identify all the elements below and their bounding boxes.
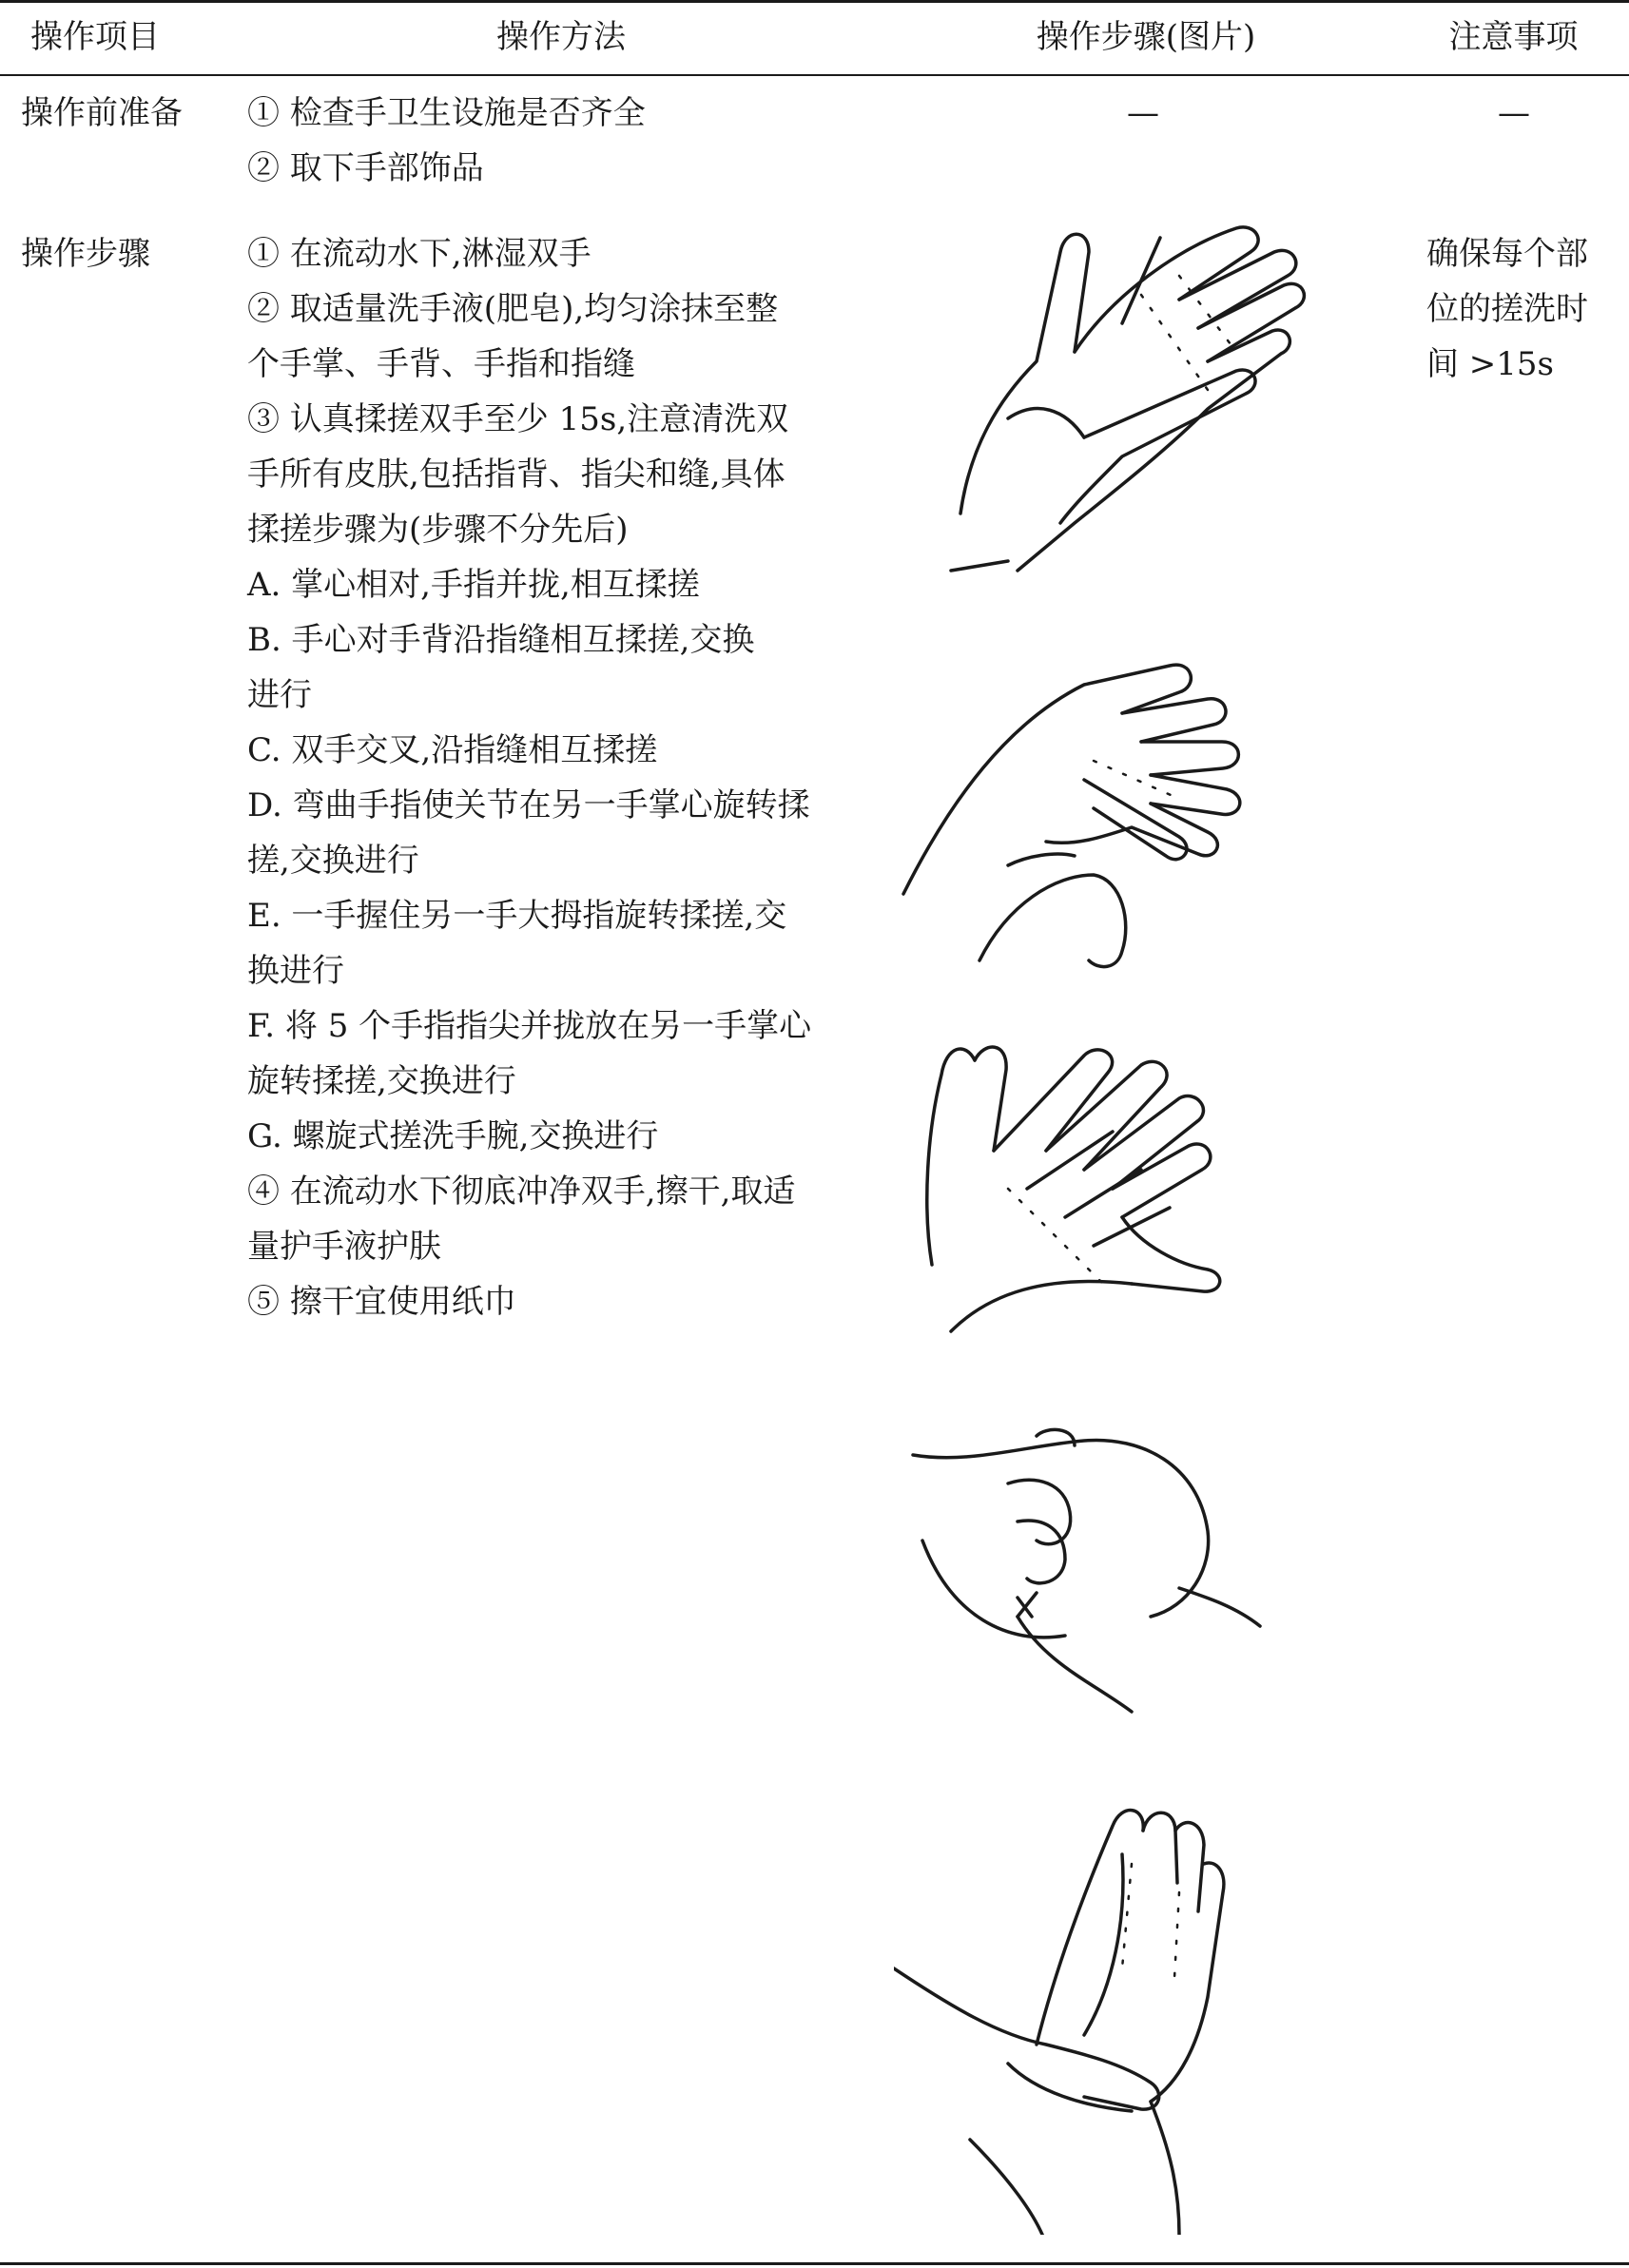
- method-line: ① 在流动水下,淋湿双手: [247, 235, 591, 273]
- method-line: 搓,交换进行: [247, 842, 419, 880]
- hand-figure-wrist: [894, 1811, 1224, 2235]
- header-operation-method: 操作方法: [496, 18, 626, 56]
- row-preparation-methods: [247, 86, 646, 196]
- method-line: C. 双手交叉,沿指缝相互揉搓: [247, 731, 658, 769]
- method-line: A. 掌心相对,手指并拢,相互揉搓: [247, 566, 700, 604]
- method-line: 换进行: [247, 952, 344, 990]
- method-line: D. 弯曲手指使关节在另一手掌心旋转揉: [247, 786, 810, 824]
- method-line: 量护手液护肤: [247, 1228, 441, 1266]
- method-line: 进行: [247, 676, 312, 714]
- method-line: 手所有皮肤,包括指背、指尖和缝,具体: [247, 456, 785, 494]
- method-line: ③ 认真揉搓双手至少 15s,注意清洗双: [247, 400, 789, 438]
- header-operation-item: 操作项目: [30, 18, 160, 56]
- method-line: B. 手心对手背沿指缝相互揉搓,交换: [247, 621, 755, 659]
- row-steps-note: [1426, 226, 1588, 392]
- method-line: ② 取适量洗手液(肥皂),均匀涂抹至整: [247, 290, 779, 328]
- method-line: 旋转揉搓,交换进行: [247, 1062, 516, 1100]
- method-line: ① 检查手卫生设施是否齐全: [247, 94, 646, 132]
- hand-figure-palm-over-back: [903, 665, 1240, 966]
- hand-figure-interlaced: [927, 1047, 1220, 1331]
- note-line: 确保每个部: [1426, 235, 1588, 273]
- handwashing-illustrations: [894, 209, 1369, 2235]
- row-preparation-note-dash: —: [1498, 94, 1530, 132]
- header-rule: [0, 74, 1629, 76]
- method-line: 个手掌、手背、手指和指缝: [247, 345, 635, 383]
- hand-figure-thumb-rotation: [913, 1429, 1260, 1712]
- method-line: ② 取下手部饰品: [247, 149, 484, 187]
- method-line: 揉搓步骤为(步骤不分先后): [247, 511, 629, 549]
- note-line: 间 >15s: [1426, 345, 1555, 383]
- hand-figure-palm-to-palm: [951, 227, 1304, 571]
- note-line: 位的搓洗时: [1426, 290, 1588, 328]
- row-preparation-picture-dash: —: [1127, 94, 1159, 132]
- method-line: G. 螺旋式搓洗手腕,交换进行: [247, 1117, 659, 1155]
- row-steps-methods: [247, 226, 811, 1329]
- table-bottom-rule: [0, 2262, 1629, 2265]
- hands-drawing: [894, 209, 1369, 2235]
- method-line: ⑤ 擦干宜使用纸巾: [247, 1283, 516, 1321]
- header-operation-picture: 操作步骤(图片): [1036, 18, 1256, 56]
- method-line: ④ 在流动水下彻底冲净双手,擦干,取适: [247, 1173, 796, 1211]
- method-line: F. 将 5 个手指指尖并拢放在另一手掌心: [247, 1007, 812, 1045]
- header-notes: 注意事项: [1448, 18, 1579, 56]
- method-line: E. 一手握住另一手大拇指旋转揉搓,交: [247, 897, 787, 935]
- row-preparation-item: 操作前准备: [21, 94, 183, 132]
- row-steps-item: 操作步骤: [21, 235, 150, 273]
